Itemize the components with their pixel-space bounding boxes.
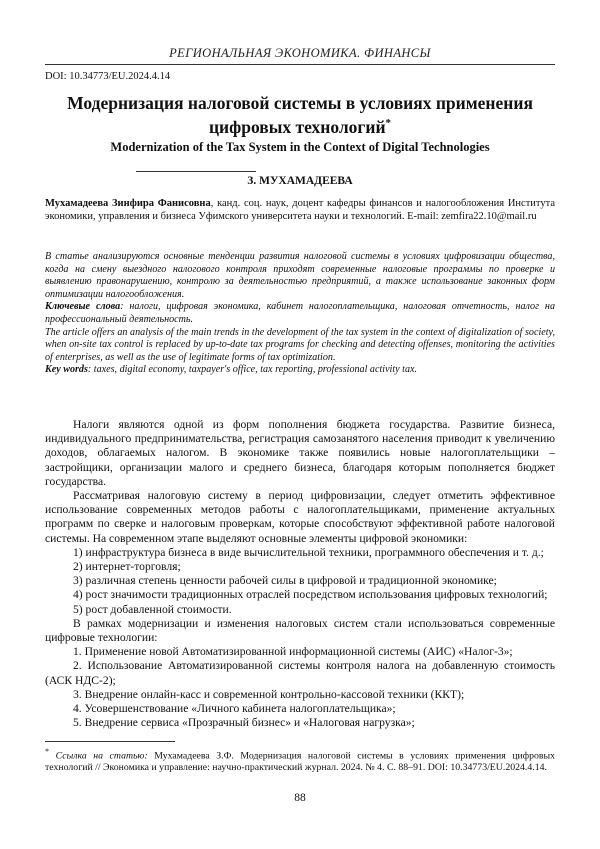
affiliation-text: , канд. соц. наук, доцент кафедры финансов и налогообложения Института экономики, управления и бизнеса Уфимского университета науки и технологий. E-mail: zemfira22.10@mail.ru: [45, 198, 555, 222]
body-paragraph: В рамках модернизации и изменения налоговых систем стали использоваться современные цифровые технологии:: [45, 616, 555, 645]
footnote-text: Мухамадеева З.Ф. Модернизация налоговой системы в условиях применения цифровых технологий // Экономика и управление: научно-практический журнал. 2024. № 4. С. 88–91. DOI: 10.34773/EU.2024.4.14.: [45, 750, 555, 774]
journal-section-header: РЕГИОНАЛЬНАЯ ЭКОНОМИКА. ФИНАНСЫ: [169, 46, 431, 60]
title-ru-text: Модернизация налоговой системы в условиях применения цифровых технологий: [67, 93, 533, 137]
body-paragraph: Рассматривая налоговую систему в период цифровизации, следует отметить эффективное использование современных методов работы с налогоплательщиками, применение актуальных программ по сверке и налоговым проверкам, которые способствуют эффективной работе налоговой системы. На современном этапе выделяют основные элементы цифровой экономики:: [45, 489, 555, 545]
abstract-ru: В статье анализируются основные тенденции развития налоговой системы в условиях цифровизации общества, когда на смену выездного налогового контроля приходят современные налоговые программы по проверке и выявлению правонарушению, контролю за деятельностью предприятий, а также использование законных форм оптимизации налогообложения.: [45, 251, 555, 300]
list-item: 3) различная степень ценности рабочей силы в цифровой и традиционной экономике;: [73, 574, 497, 588]
keywords-ru: [45, 301, 555, 326]
footnote-label: Ссылка на статью:: [49, 750, 148, 762]
header-divider: [45, 64, 555, 65]
page-number: 88: [294, 792, 306, 804]
author-affiliation: [45, 197, 555, 223]
keywords-ru-text: : налоги, цифровая экономика, кабинет налогоплательщика, налоговая отчетность, налог на профессиональный деятельность.: [45, 301, 555, 325]
list-item: 4) рост значимости традиционных отраслей посредством использования цифровых технологий;: [73, 588, 548, 602]
abstract-en: The article offers an analysis of the main trends in the development of the tax system in the context of digitalization of society, when on-site tax control is replaced by up-to-date tax programs for checking and detecting offenses, monitoring the activities of enterprises, as well as the use of legitimate forms of tax optimization.: [45, 326, 555, 363]
list-item: 2) интернет-торговля;: [73, 560, 181, 574]
body-paragraph: Налоги являются одной из форм пополнения бюджета государства. Развитие бизнеса, индивидуального предпринимательства, регистрация самозанятого населения приводит к увеличению доходов, облагаемых налогом. В экономике также появились новые налогоплательщики – застройщики, организации малого и среднего бизнеса, благодаря которым пополняется бюджет государства.: [45, 418, 555, 488]
author-rule-left: [136, 171, 256, 172]
article-body: [45, 418, 555, 730]
list-item: 3. Внедрение онлайн-касс и современной контрольно-кассовой техники (ККТ);: [73, 687, 465, 701]
list-item: 5) рост добавленной стоимости.: [73, 602, 232, 616]
article-doi: DOI: 10.34773/EU.2024.4.14: [45, 71, 171, 82]
list-item: 5. Внедрение сервиса «Прозрачный бизнес» и «Налоговая нагрузка»;: [73, 716, 415, 730]
list-item: 1) инфраструктура бизнеса в виде вычислительной техники, программного обеспечения и т. д.;: [73, 545, 544, 559]
keywords-en: [45, 364, 555, 377]
list-item: 2. Использование Автоматизированной системы контроля налога на добавленную стоимость (АСК НДС-2);: [45, 659, 555, 687]
title-footnote-marker: *: [385, 117, 392, 129]
list-item: 1. Применение новой Автоматизированной информационной системы (АИС) «Налог-3»;: [73, 645, 513, 659]
footnote-divider: [45, 741, 175, 742]
footnote: [45, 746, 555, 775]
keywords-en-label: Key words: [45, 364, 88, 376]
article-title-en: Modernization of the Tax System in the Context of Digital Technologies: [110, 140, 490, 154]
author-full-name: Мухамадеева Зинфира Фанисовна: [45, 198, 211, 209]
list-item: 4. Усовершенствование «Личного кабинета налогоплательщика»;: [73, 702, 396, 716]
abstract-block: [45, 251, 555, 377]
keywords-en-text: : taxes, digital economy, taxpayer's office, tax reporting, professional activity tax.: [87, 364, 418, 376]
keywords-ru-label: Ключевые слова: [45, 301, 121, 313]
author-name-short: З. МУХАМАДЕЕВА: [247, 175, 353, 187]
article-title-ru: [45, 93, 555, 137]
footnote-marker: *: [45, 747, 50, 756]
